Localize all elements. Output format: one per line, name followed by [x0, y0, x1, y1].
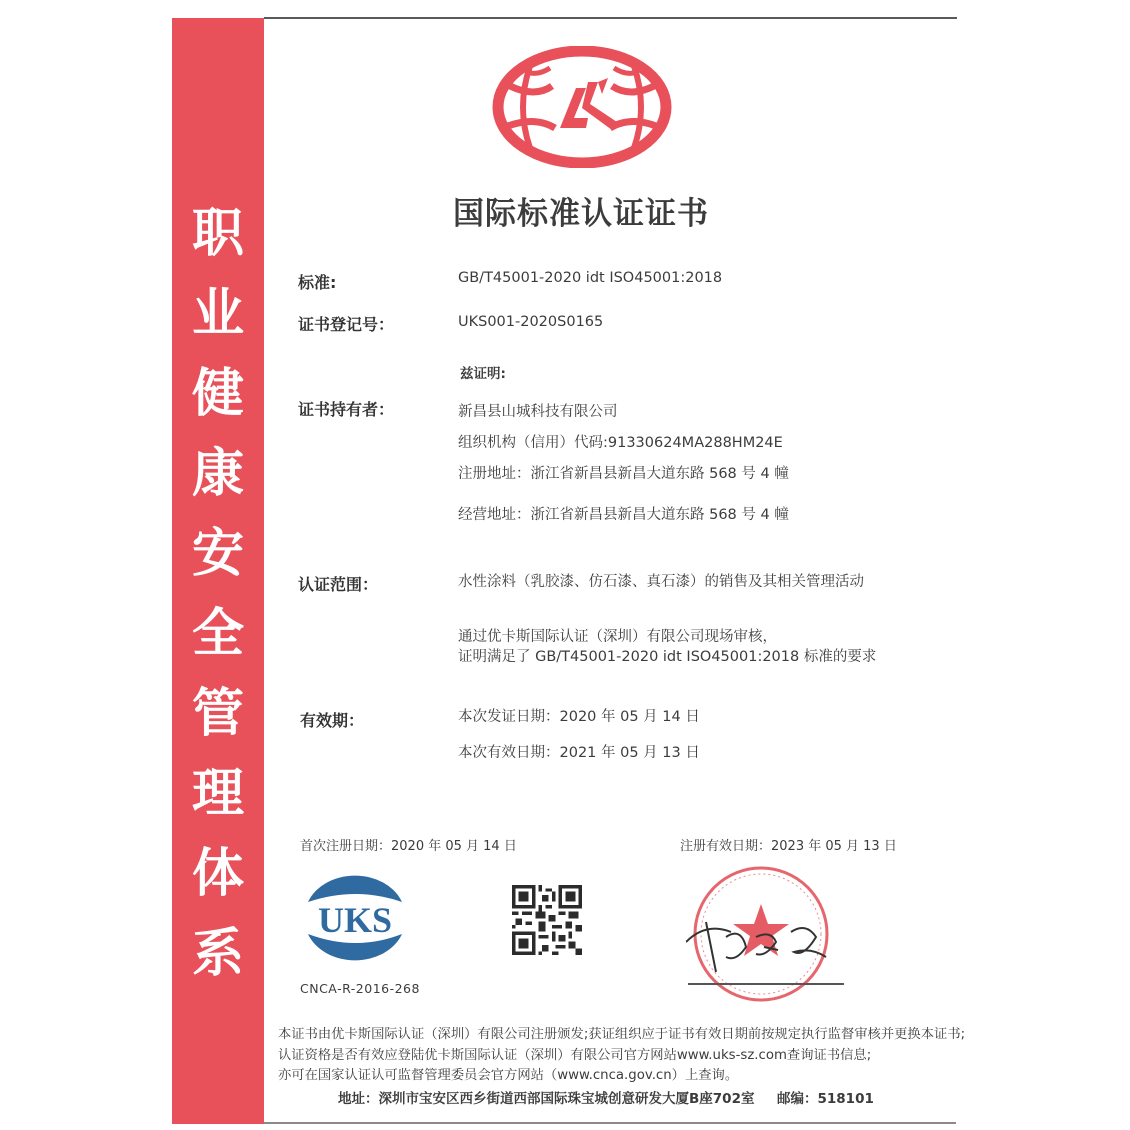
footer-line-1: 本证书由优卡斯国际认证（深圳）有限公司注册颁发;获证组织应于证书有效日期前按规定执行监督审核并更换本证书;	[278, 1027, 966, 1042]
holder-org-code: 组织机构（信用）代码:91330624MA288HM24E	[458, 435, 783, 451]
side-banner	[172, 18, 264, 1124]
banner-char: 安	[191, 524, 244, 584]
issue-date: 本次发证日期：2020 年 05 月 14 日	[458, 709, 700, 725]
reg-no-label: 证书登记号：	[298, 315, 395, 334]
registration-valid-date: 注册有效日期：2023 年 05 月 13 日	[680, 839, 897, 854]
top-border-line	[264, 17, 957, 19]
banner-char: 体	[191, 844, 244, 904]
holder-reg-address: 注册地址：浙江省新昌县新昌大道东路 568 号 4 幢	[458, 466, 789, 482]
signature-line	[688, 983, 844, 985]
expiry-date: 本次有效日期：2021 年 05 月 13 日	[458, 745, 700, 761]
cnca-code: CNCA-R-2016-268	[300, 981, 420, 996]
footer-line-3: 亦可在国家认证认可监督管理委员会官方网站（www.cnca.gov.cn）上查询。	[278, 1068, 739, 1083]
bottom-border-line	[264, 1122, 956, 1124]
scope-label: 认证范围：	[298, 575, 379, 594]
standard-label: 标准:	[298, 273, 337, 292]
hereby-text: 兹证明:	[460, 366, 506, 382]
banner-title	[172, 204, 264, 1008]
banner-char: 全	[191, 604, 244, 664]
footer-line-2: 认证资格是否有效应登陆优卡斯国际认证（深圳）有限公司官方网站www.uks-sz.com查询证书信息;	[278, 1048, 872, 1063]
footer-zip: 邮编：518101	[777, 1091, 874, 1107]
scope-value: 水性涂料（乳胶漆、仿石漆、真石漆）的销售及其相关管理活动	[458, 574, 864, 590]
qr-code-icon[interactable]	[512, 885, 582, 955]
certificate-title: 国际标准认证证书	[453, 196, 709, 232]
statement-line-1: 通过优卡斯国际认证（深圳）有限公司现场审核，	[458, 629, 777, 645]
first-registration-date: 首次注册日期：2020 年 05 月 14 日	[300, 839, 517, 854]
validity-label: 有效期：	[300, 711, 365, 730]
footer-address: 地址：深圳市宝安区西乡街道西部国际珠宝城创意研发大厦B座702室	[338, 1091, 755, 1107]
standard-value: GB/T45001-2020 idt ISO45001:2018	[458, 270, 723, 286]
banner-char: 职	[191, 204, 244, 264]
reg-no-value: UKS001-2020S0165	[458, 314, 604, 330]
holder-label: 证书持有者：	[298, 400, 395, 419]
banner-char: 健	[191, 364, 244, 424]
holder-op-address: 经营地址：浙江省新昌县新昌大道东路 568 号 4 幢	[458, 507, 789, 523]
company-seal-icon	[686, 862, 836, 1007]
banner-char: 系	[191, 924, 244, 984]
statement-line-2: 证明满足了 GB/T45001-2020 idt ISO45001:2018 标准的要求	[458, 649, 877, 665]
svg-text:UKS: UKS	[317, 900, 393, 940]
banner-char: 管	[191, 684, 244, 744]
uk-globe-logo-icon	[490, 46, 674, 168]
banner-char: 理	[191, 764, 244, 824]
uks-logo-icon	[300, 872, 410, 964]
banner-char: 业	[191, 284, 244, 344]
banner-char: 康	[191, 444, 244, 504]
holder-company: 新昌县山城科技有限公司	[458, 404, 618, 420]
